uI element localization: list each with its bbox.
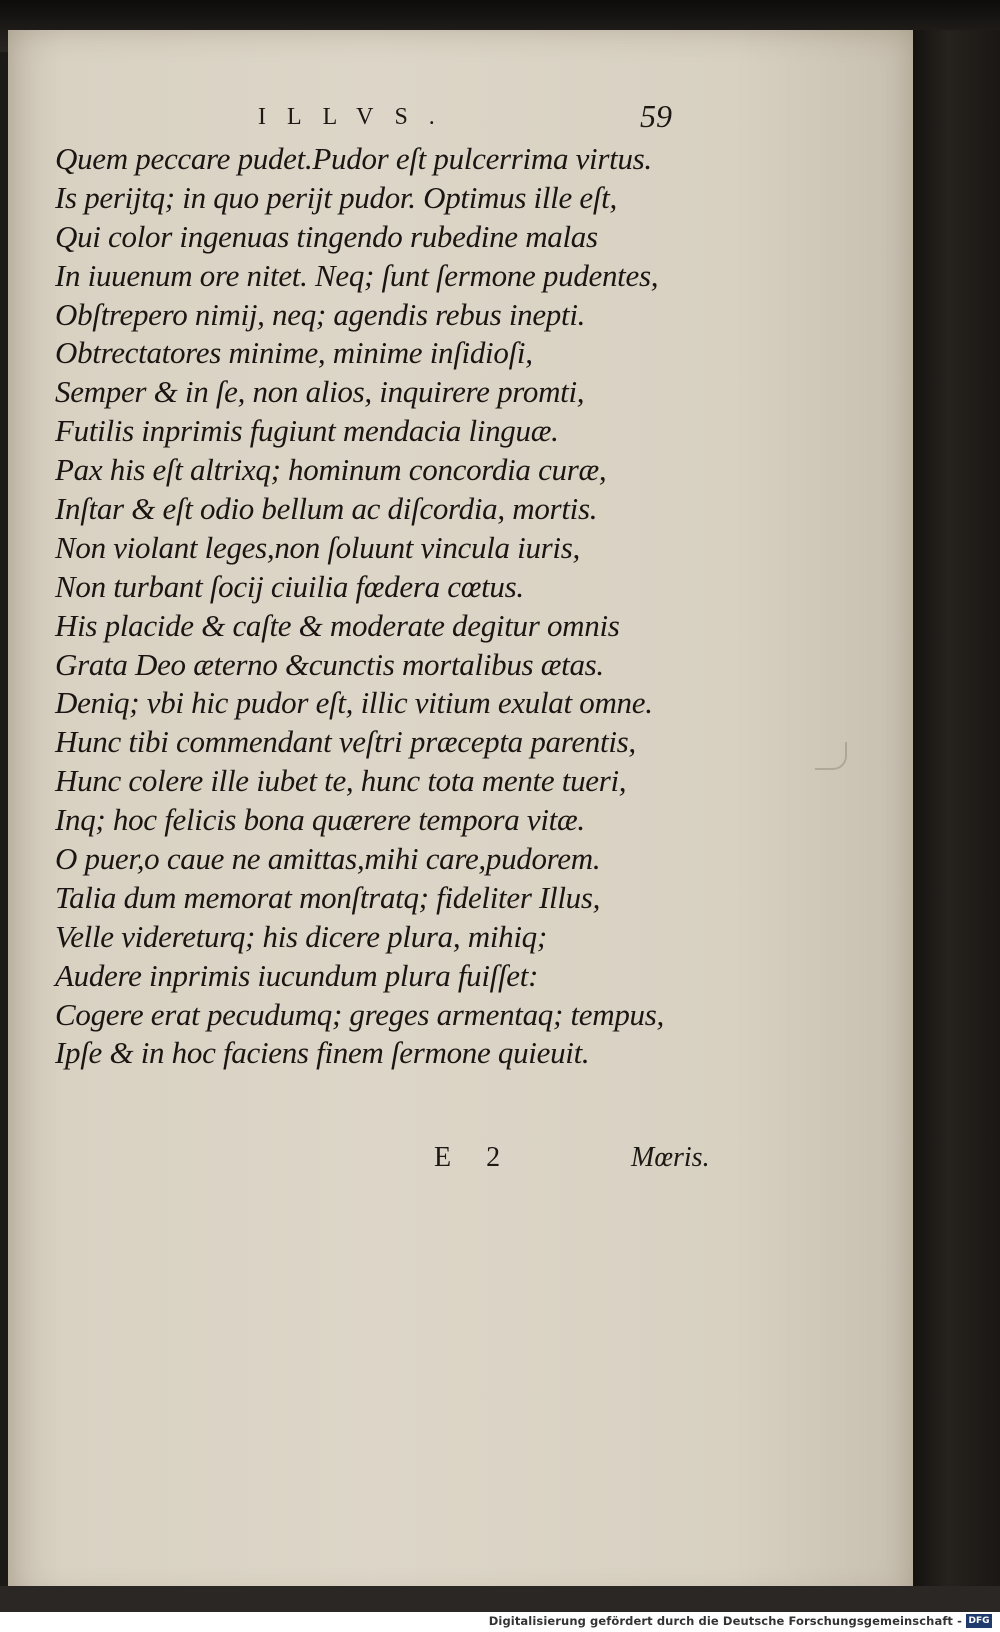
- verse-line: Inſtar & eſt odio bellum ac diſcordia, mortis.: [55, 491, 598, 527]
- verse-line: Qui color ingenuas tingendo rubedine malas: [55, 218, 598, 254]
- verse-line: Futilis inprimis fugiunt mendacia linguæ.: [55, 413, 559, 449]
- verse-line: In iuuenum ore nitet. Neq; ſunt ſermone pudentes,: [55, 257, 659, 293]
- verse-line: Talia dum memorat monſtratq; fideliter Illus,: [55, 879, 601, 915]
- running-title: ILLVS.: [258, 104, 456, 130]
- verse-line: Is perijtq; in quo perijt pudor. Optimus ille eſt,: [55, 179, 617, 215]
- verse-line: Inq; hoc felicis bona quærere tempora vitæ.: [55, 802, 585, 838]
- verse-line: Deniq; vbi hic pudor eſt, illic vitium exulat omne.: [55, 685, 653, 721]
- paper-stain: [815, 742, 847, 770]
- verse-line: Velle videreturq; his dicere plura, mihiq;: [55, 918, 547, 954]
- verse-line: Non violant leges,non ſoluunt vincula iuris,: [55, 529, 580, 565]
- verse-line: Grata Deo æterno &cunctis mortalibus ætas.: [55, 646, 604, 682]
- verse-line: Hunc tibi commendant veſtri præcepta parentis,: [55, 724, 636, 760]
- scan-frame-right: [913, 30, 1000, 1600]
- verse-line: Pax his eſt altrixq; hominum concordia curæ,: [55, 452, 607, 488]
- scan-frame-bottom: [0, 1586, 1000, 1612]
- verse-line: O puer,o caue ne amittas,mihi care,pudorem.: [55, 841, 601, 877]
- verse-line: Cogere erat pecudumq; greges armentaq; tempus,: [55, 996, 664, 1032]
- funding-credit: Digitalisierung gefördert durch die Deutsche Forschungsgemeinschaft -: [488, 1614, 962, 1628]
- verse-line: Obſtrepero nimij, neq; agendis rebus inepti.: [55, 296, 586, 332]
- verse-line: Obtrectatores minime, minime inſidioſi,: [55, 335, 533, 371]
- page-number: 59: [640, 98, 672, 134]
- verse-line: Semper & in ſe, non alios, inquirere promti,: [55, 374, 585, 410]
- signature-mark: E 2: [434, 1142, 515, 1173]
- verse-line: His placide & caſte & moderate degitur omnis: [55, 607, 620, 643]
- verse-line: Non turbant ſocij ciuilia fœdera cœtus.: [55, 568, 524, 604]
- verse-line: Hunc colere ille iubet te, hunc tota mente tueri,: [55, 763, 627, 799]
- dfg-logo: DFG: [966, 1614, 992, 1628]
- verse-text: [55, 140, 664, 1073]
- catchword: Mœris.: [631, 1142, 710, 1173]
- verse-line: Quem peccare pudet.Pudor eſt pulcerrima virtus.: [55, 141, 652, 176]
- verse-line: Ipſe & in hoc faciens finem ſermone quieuit.: [55, 1035, 590, 1071]
- verse-line: Audere inprimis iucundum plura fuiſſet:: [55, 957, 539, 993]
